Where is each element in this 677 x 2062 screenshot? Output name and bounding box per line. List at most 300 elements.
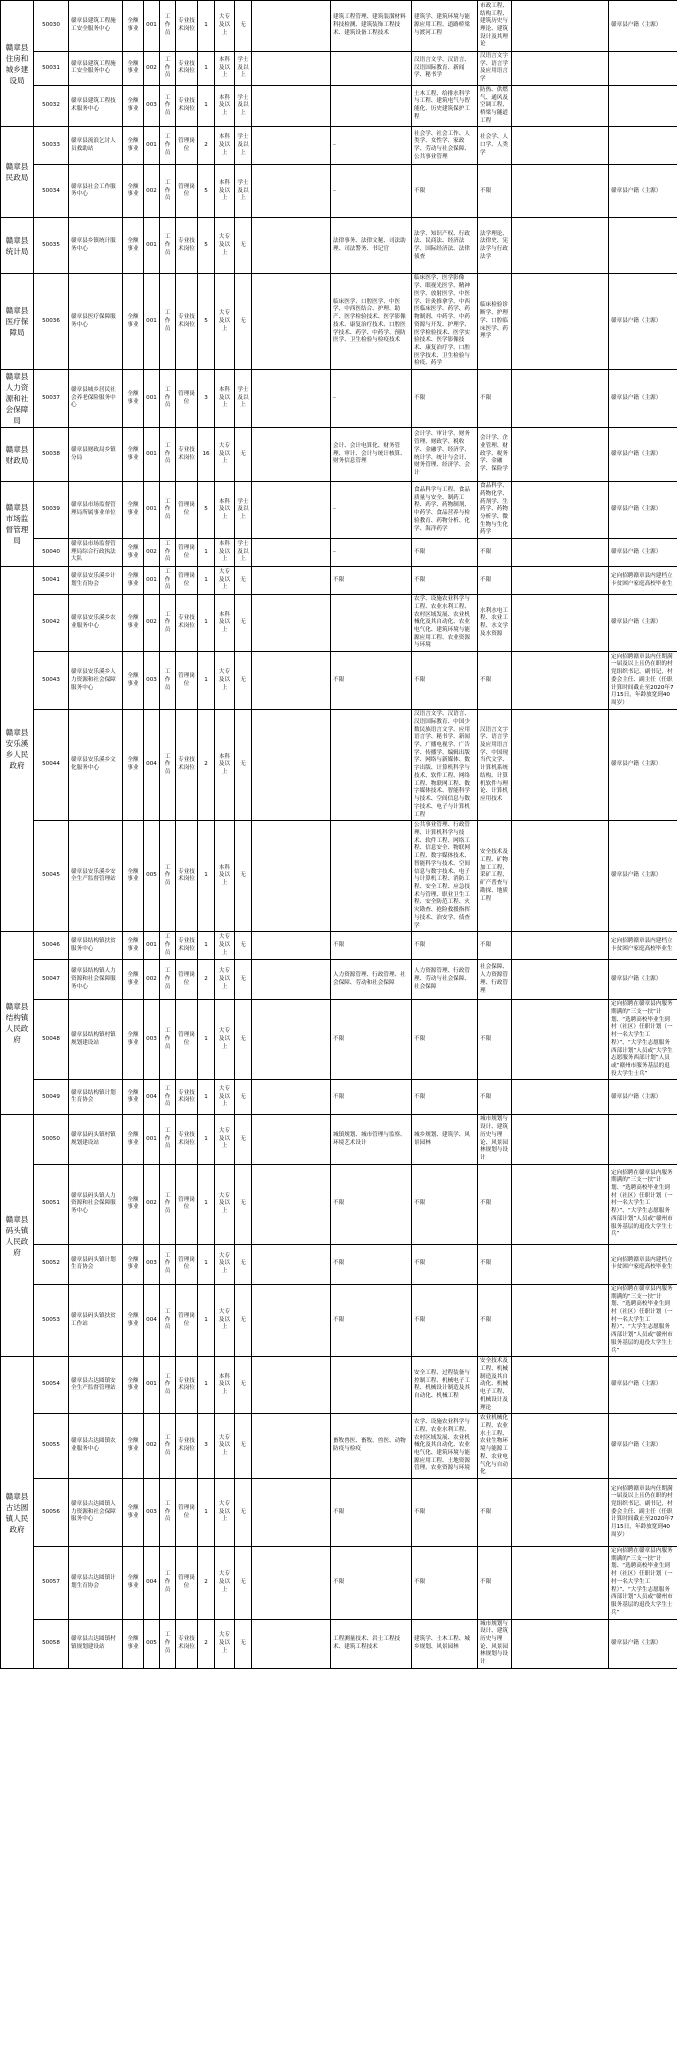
position-code-cell: 50054 (34, 1357, 69, 1414)
education-cell: 大专及以上 (215, 1244, 235, 1284)
post-code-cell: 002 (144, 960, 160, 1000)
funding-type-cell: 全额事业 (123, 595, 144, 652)
degree-cell: 无 (235, 1080, 252, 1115)
major-master-cell: 不限 (478, 1164, 512, 1244)
spacer-cell (512, 370, 609, 428)
employer-name-cell: 赣章县建筑工程施工安全服务中心 (69, 1, 123, 52)
post-name-cell: 工作员 (160, 932, 176, 960)
major-college-cell: 会计、会计电算化、财务管理、审计、会计与统计核算、财务信息管理 (331, 428, 412, 482)
other-requirements-cell: 赣章县户籍（主源） (609, 595, 677, 652)
post-code-cell: 003 (144, 1479, 160, 1547)
education-cell: 大专及以上 (215, 1547, 235, 1619)
post-code-cell: 005 (144, 821, 160, 932)
employer-name-cell: 赣章县古达圆镇人力资源和社会保障服务中心 (69, 1479, 123, 1547)
funding-type-cell: 全额事业 (123, 127, 144, 165)
degree-cell: 学士及以上 (235, 165, 252, 218)
hire-count-cell: 5 (198, 165, 215, 218)
spacer-cell (512, 960, 609, 1000)
hire-count-cell: 1 (198, 932, 215, 960)
other-requirements-cell: 定向招聘在赣章县内服务期满的“三支一扶”计划、“选聘高校毕业生到村（社区）任职计划（一村一名大学生工程）”、“大学生志愿服务西部计划”人员或“赣州市服务基层的退役大学生士兵” (609, 1547, 677, 1619)
table-row (1, 428, 677, 482)
major-master-cell: 安全技术及工程、矿物加工工程、采矿工程、矿产普查与勘探、地质工程 (478, 821, 512, 932)
education-cell: 本科及以上 (215, 539, 235, 567)
spacer-cell (252, 370, 331, 428)
major-master-cell: 不限 (478, 567, 512, 595)
degree-cell: 无 (235, 1479, 252, 1547)
table-row (1, 274, 677, 370)
spacer-cell (252, 428, 331, 482)
post-code-cell: 004 (144, 1547, 160, 1619)
table-row (1, 1244, 677, 1284)
major-master-cell: 城市规划与设计、建筑历史与理论、风景园林规划与设计 (478, 1619, 512, 1668)
spacer-cell (252, 1284, 331, 1356)
spacer-cell (252, 218, 331, 274)
spacer-cell (252, 595, 331, 652)
table-row (1, 482, 677, 539)
funding-type-cell: 全额事业 (123, 1619, 144, 1668)
major-college-cell: 工程测量技术、岩土工程技术、建筑工程技术 (331, 1619, 412, 1668)
table-row (1, 1080, 677, 1115)
major-bachelor-cell: 食品科学与工程、食品质量与安全、制药工程、药学、药物制剂、中药学、食品营养与检验教育、药物分析、化学、海洋药学 (412, 482, 478, 539)
degree-cell: 无 (235, 652, 252, 710)
degree-cell: 学士及以上 (235, 85, 252, 127)
post-code-cell: 001 (144, 127, 160, 165)
employer-name-cell: 赣章县安乐溪乡计划生育协会 (69, 567, 123, 595)
major-master-cell: 不限 (478, 1000, 512, 1080)
post-code-cell: 001 (144, 1, 160, 52)
other-requirements-cell (609, 52, 677, 86)
employer-name-cell: 赣章县市场监督管理局所属事业单位 (69, 482, 123, 539)
spacer-cell (512, 52, 609, 86)
spacer-cell (512, 1080, 609, 1115)
other-requirements-cell: 赣章县户籍（主源） (609, 165, 677, 218)
degree-cell: 无 (235, 1115, 252, 1164)
funding-type-cell: 全额事业 (123, 1479, 144, 1547)
table-row (1, 652, 677, 710)
position-code-cell: 50058 (34, 1619, 69, 1668)
major-bachelor-cell: 城乡规划、建筑学、风景园林 (412, 1115, 478, 1164)
other-requirements-cell: 定向招聘在赣章县内服务期满的“三支一扶”计划、“选聘高校毕业生到村（社区）任职计划（一村一名大学生工程）”、“大学生志愿服务西部计划”人员或“赣州市服务基层的退役大学生士兵” (609, 1164, 677, 1244)
spacer-cell (252, 652, 331, 710)
other-requirements-cell: 赣章县户籍（主源） (609, 1, 677, 52)
spacer-cell (252, 932, 331, 960)
other-requirements-cell: 定向招聘赣章县内建档立卡贫困户家庭高校毕业生 (609, 932, 677, 960)
spacer-cell (512, 1164, 609, 1244)
spacer-cell (252, 165, 331, 218)
table-row (1, 1357, 677, 1414)
major-bachelor-cell: 不限 (412, 567, 478, 595)
hire-count-cell: 1 (198, 85, 215, 127)
major-bachelor-cell: 不限 (412, 1244, 478, 1284)
table-body (1, 1, 677, 1669)
position-code-cell: 50042 (34, 595, 69, 652)
employer-name-cell: 赣章县安乐溪乡人力资源和社会保障服务中心 (69, 652, 123, 710)
funding-type-cell: 全额事业 (123, 567, 144, 595)
education-cell: 大专及以上 (215, 1414, 235, 1479)
post-name-cell: 工作员 (160, 652, 176, 710)
hire-count-cell: 1 (198, 1284, 215, 1356)
employer-name-cell: 赣章县古达圆镇农业服务中心 (69, 1414, 123, 1479)
post-name-cell: 工作员 (160, 710, 176, 821)
major-college-cell (331, 595, 412, 652)
employer-name-cell: 赣章县社会工作服务中心 (69, 165, 123, 218)
education-cell: 本科及以上 (215, 127, 235, 165)
post-code-cell: 003 (144, 652, 160, 710)
funding-type-cell: 全额事业 (123, 1, 144, 52)
major-college-cell: – (331, 370, 412, 428)
funding-type-cell: 全额事业 (123, 1414, 144, 1479)
spacer-cell (512, 1547, 609, 1619)
major-bachelor-cell: 临床医学、医学影像学、眼视光医学、精神医学、放射医学、中医学、针灸推拿学、中西医临床医学、药学、药物制剂、中药学、中药资源与开发、护理学、医学检验技术、医学实验技术、医学影像技术、康复治疗学、口腔医学技术、卫生检验与检疫、药学 (412, 274, 478, 370)
major-bachelor-cell: 不限 (412, 1080, 478, 1115)
post-type-cell: 管理岗位 (176, 567, 198, 595)
major-college-cell: 不限 (331, 1479, 412, 1547)
degree-cell: 学士及以上 (235, 370, 252, 428)
other-requirements-cell: 定向招聘在赣章县内服务期满的“三支一扶”计划、“选聘高校毕业生到村（社区）任职计划（一村一名大学生工程）”、“大学生志愿服务西部计划”人员或“赣州市服务基层的退役大学生士兵” (609, 1284, 677, 1356)
post-name-cell: 工作员 (160, 52, 176, 86)
education-cell: 大专及以上 (215, 428, 235, 482)
hire-count-cell: 3 (198, 370, 215, 428)
major-bachelor-cell: 法学、知识产权、行政法、民商法、经济法学、国际经济法、法律侦查 (412, 218, 478, 274)
spacer-cell (252, 1619, 331, 1668)
spacer-cell (512, 567, 609, 595)
table-row (1, 710, 677, 821)
hire-count-cell: 2 (198, 960, 215, 1000)
table-row (1, 1164, 677, 1244)
major-master-cell: 食品科学、药物化学、药剂学、生药学、药物分析学、微生物与生化药学 (478, 482, 512, 539)
spacer-cell (252, 539, 331, 567)
spacer-cell (512, 710, 609, 821)
other-requirements-cell: 赣章县户籍（主源） (609, 1619, 677, 1668)
funding-type-cell: 全额事业 (123, 710, 144, 821)
unit-name-cell: 赣章县民政局 (1, 127, 34, 218)
major-bachelor-cell: 汉语言文学、汉语言、汉语国际教育、中国少数民族语言文学、应用语言学、秘书学、新闻学、广播电视学、广告学、传播学、编辑出版学、网络与新媒体、数字出版、计算机科学与技术、软件工程、网络工程、物联网工程、数字媒体技术、智能科学与技术、空间信息与数字技术、电子与计算机工程 (412, 710, 478, 821)
major-bachelor-cell: 建筑学、建筑环境与能源应用工程、道路桥梁与渡河工程 (412, 1, 478, 52)
position-code-cell: 50040 (34, 539, 69, 567)
unit-name-cell: 赣章县结构镇人民政府 (1, 932, 34, 1115)
major-college-cell (331, 52, 412, 86)
education-cell: 本科及以上 (215, 1357, 235, 1414)
education-cell: 大专及以上 (215, 1080, 235, 1115)
degree-cell: 无 (235, 1284, 252, 1356)
post-code-cell: 003 (144, 1000, 160, 1080)
other-requirements-cell: 赣章县户籍（主源） (609, 1080, 677, 1115)
hire-count-cell: 1 (198, 1164, 215, 1244)
employer-name-cell: 赣章县建筑工程施工安全服务中心 (69, 52, 123, 86)
major-college-cell: 不限 (331, 1284, 412, 1356)
degree-cell: 无 (235, 1000, 252, 1080)
degree-cell: 无 (235, 1, 252, 52)
employer-name-cell: 赣章县结构镇人力资源和社会保障服务中心 (69, 960, 123, 1000)
degree-cell: 无 (235, 932, 252, 960)
position-code-cell: 50043 (34, 652, 69, 710)
post-type-cell: 专业技术岗位 (176, 821, 198, 932)
education-cell: 大专及以上 (215, 1115, 235, 1164)
position-code-cell: 50053 (34, 1284, 69, 1356)
major-bachelor-cell: 公共事业管理、行政管理、计算机科学与技术、软件工程、网络工程、信息安全、物联网工程、数字媒体技术、智能科学与技术、空间信息与数字技术、电子与计算机工程、消防工程、安全工程、应急技术与管理、职业卫生工程、安全防范工程、火灾勘查、抢险救援指挥与技术、治安学、侦查学 (412, 821, 478, 932)
post-type-cell: 管理岗位 (176, 1284, 198, 1356)
post-type-cell: 专业技术岗位 (176, 710, 198, 821)
table-row (1, 218, 677, 274)
hire-count-cell: 16 (198, 428, 215, 482)
post-name-cell: 工作员 (160, 85, 176, 127)
education-cell: 大专及以上 (215, 1, 235, 52)
education-cell: 本科及以上 (215, 482, 235, 539)
post-code-cell: 002 (144, 52, 160, 86)
major-bachelor-cell: 农学、设施农业科学与工程、农业水利工程、农村区域发展、农业机械化及其自动化、农业电气化、建筑环境与能源应用工程、土地资源管理、农业资源与环境 (412, 1414, 478, 1479)
spacer-cell (512, 1244, 609, 1284)
spacer-cell (252, 1115, 331, 1164)
education-cell: 本科及以上 (215, 595, 235, 652)
spacer-cell (252, 1080, 331, 1115)
post-code-cell: 001 (144, 1115, 160, 1164)
spacer-cell (252, 52, 331, 86)
employer-name-cell: 赣章县结构镇扶贫服务中心 (69, 932, 123, 960)
post-type-cell: 管理岗位 (176, 127, 198, 165)
table-row (1, 1, 677, 52)
spacer-cell (252, 1000, 331, 1080)
other-requirements-cell: 赣章县户籍（主源） (609, 1414, 677, 1479)
employer-name-cell: 赣章县市场监督管理局综合行政执法大队 (69, 539, 123, 567)
employer-name-cell: 赣章县城乡居民社会养老保险服务中心 (69, 370, 123, 428)
post-name-cell: 工作员 (160, 1244, 176, 1284)
major-college-cell: 城镇规划、城市管理与监察、环境艺术设计 (331, 1115, 412, 1164)
spacer-cell (512, 932, 609, 960)
major-bachelor-cell: 不限 (412, 652, 478, 710)
major-master-cell: 水利水电工程、农业工程、水文学及水资源 (478, 595, 512, 652)
funding-type-cell: 全额事业 (123, 1164, 144, 1244)
table-row (1, 165, 677, 218)
major-bachelor-cell: 会计学、审计学、财务管理、财政学、税收学、金融学、经济学、统计学、统计与会计、财务管理、经济学、会计 (412, 428, 478, 482)
post-name-cell: 工作员 (160, 274, 176, 370)
major-college-cell (331, 85, 412, 127)
education-cell: 本科及以上 (215, 821, 235, 932)
funding-type-cell: 全额事业 (123, 932, 144, 960)
table-row (1, 539, 677, 567)
major-college-cell: 不限 (331, 1547, 412, 1619)
major-college-cell: – (331, 539, 412, 567)
degree-cell: 无 (235, 1619, 252, 1668)
position-code-cell: 50047 (34, 960, 69, 1000)
funding-type-cell: 全额事业 (123, 960, 144, 1000)
other-requirements-cell: 赣章县户籍（主源） (609, 539, 677, 567)
major-master-cell: 不限 (478, 932, 512, 960)
post-name-cell: 工作员 (160, 1547, 176, 1619)
employer-name-cell: 赣章县安乐溪乡安全生产监督管理站 (69, 821, 123, 932)
major-college-cell (331, 710, 412, 821)
post-code-cell: 001 (144, 274, 160, 370)
position-code-cell: 50037 (34, 370, 69, 428)
major-master-cell: 不限 (478, 1080, 512, 1115)
employer-name-cell: 赣章县安乐溪乡文化服务中心 (69, 710, 123, 821)
hire-count-cell: 1 (198, 652, 215, 710)
degree-cell: 无 (235, 960, 252, 1000)
spacer-cell (252, 1164, 331, 1244)
hire-count-cell: 1 (198, 539, 215, 567)
major-bachelor-cell: 人力资源管理、行政管理、劳动与社会保障、社会保障 (412, 960, 478, 1000)
post-type-cell: 专业技术岗位 (176, 52, 198, 86)
unit-name-cell: 赣章县住房和城乡建设局 (1, 1, 34, 127)
spacer-cell (512, 218, 609, 274)
education-cell: 大专及以上 (215, 932, 235, 960)
major-bachelor-cell: 不限 (412, 165, 478, 218)
employer-name-cell: 赣章县古达圆镇村镇规划建设站 (69, 1619, 123, 1668)
education-cell: 大专及以上 (215, 652, 235, 710)
employer-name-cell: 赣章县安乐溪乡农业服务中心 (69, 595, 123, 652)
hire-count-cell: 1 (198, 1080, 215, 1115)
degree-cell: 无 (235, 821, 252, 932)
other-requirements-cell: 定向招聘在赣章县内服务期满的“三支一扶”计划、“选聘高校毕业生到村（社区）任职计划（一村一名大学生工程）”、“大学生志愿服务西部计划”人员或“大学生志愿服务西部计划”人员或“赣州市服务基层的退役大学生士兵” (609, 1000, 677, 1080)
major-master-cell: 临床检验诊断学、护理学、口腔临床医学、药理学 (478, 274, 512, 370)
position-code-cell: 50052 (34, 1244, 69, 1284)
post-code-cell: 002 (144, 1414, 160, 1479)
other-requirements-cell (609, 85, 677, 127)
education-cell: 本科及以上 (215, 710, 235, 821)
spacer-cell (512, 821, 609, 932)
position-code-cell: 50032 (34, 85, 69, 127)
spacer-cell (512, 539, 609, 567)
major-master-cell: 防热、供燃气、通风及空调工程、桥梁与隧道工程 (478, 85, 512, 127)
post-type-cell: 管理岗位 (176, 1547, 198, 1619)
post-type-cell: 管理岗位 (176, 1164, 198, 1244)
hire-count-cell: 2 (198, 1619, 215, 1668)
hire-count-cell: 1 (198, 1115, 215, 1164)
position-code-cell: 50050 (34, 1115, 69, 1164)
spacer-cell (252, 1414, 331, 1479)
degree-cell: 学士及以上 (235, 127, 252, 165)
post-name-cell: 工作员 (160, 1619, 176, 1668)
funding-type-cell: 全额事业 (123, 165, 144, 218)
spacer-cell (512, 595, 609, 652)
spacer-cell (252, 821, 331, 932)
major-master-cell: 社会保障、人力资源管理、行政管理 (478, 960, 512, 1000)
other-requirements-cell: 赣章县户籍（主源） (609, 428, 677, 482)
hire-count-cell: 1 (198, 821, 215, 932)
major-bachelor-cell: 不限 (412, 932, 478, 960)
funding-type-cell: 全额事业 (123, 652, 144, 710)
employer-name-cell: 赣章县码头镇计划生育协会 (69, 1244, 123, 1284)
spacer-cell (512, 127, 609, 165)
post-type-cell: 专业技术岗位 (176, 428, 198, 482)
employer-name-cell: 赣章县流浪乞讨人员救助站 (69, 127, 123, 165)
post-name-cell: 工作员 (160, 482, 176, 539)
degree-cell: 无 (235, 274, 252, 370)
hire-count-cell: 1 (198, 52, 215, 86)
other-requirements-cell: 赣章县户籍（主源） (609, 710, 677, 821)
funding-type-cell: 全额事业 (123, 1080, 144, 1115)
employer-name-cell: 赣章县码头镇村镇规划建设站 (69, 1115, 123, 1164)
major-master-cell: 不限 (478, 1284, 512, 1356)
major-master-cell: 城市规划与设计、建筑历史与理论、风景园林规划与设计 (478, 1115, 512, 1164)
funding-type-cell: 全额事业 (123, 274, 144, 370)
unit-name-cell: 赣章县财政局 (1, 428, 34, 482)
post-name-cell: 工作员 (160, 821, 176, 932)
post-type-cell: 管理岗位 (176, 165, 198, 218)
major-college-cell: 建筑工程管理、建筑装潢材料科技检测、建筑装饰工程技术、建筑设备工程技术 (331, 1, 412, 52)
post-type-cell: 专业技术岗位 (176, 1414, 198, 1479)
post-code-cell: 001 (144, 482, 160, 539)
major-bachelor-cell: 不限 (412, 1547, 478, 1619)
funding-type-cell: 全额事业 (123, 539, 144, 567)
table-row (1, 85, 677, 127)
post-type-cell: 专业技术岗位 (176, 932, 198, 960)
major-bachelor-cell: 土木工程、给排水科学与工程、建筑电气与智能化、历史建筑保护工程 (412, 85, 478, 127)
position-code-cell: 50041 (34, 567, 69, 595)
unit-name-cell: 赣章县安乐溪乡人民政府 (1, 567, 34, 932)
major-bachelor-cell: 汉语言文学、汉语言、汉语国际教育、新闻学、秘书学 (412, 52, 478, 86)
other-requirements-cell: 定向招聘赣章县内建档立卡贫困户家庭高校毕业生 (609, 567, 677, 595)
position-code-cell: 50036 (34, 274, 69, 370)
table-row (1, 821, 677, 932)
education-cell: 大专及以上 (215, 1619, 235, 1668)
major-college-cell: 不限 (331, 567, 412, 595)
post-name-cell: 工作员 (160, 1357, 176, 1414)
post-code-cell: 004 (144, 1080, 160, 1115)
spacer-cell (512, 165, 609, 218)
hire-count-cell: 2 (198, 127, 215, 165)
education-cell: 本科及以上 (215, 370, 235, 428)
post-name-cell: 工作员 (160, 218, 176, 274)
spacer-cell (252, 567, 331, 595)
table-row (1, 932, 677, 960)
education-cell: 大专及以上 (215, 960, 235, 1000)
post-code-cell: 002 (144, 1164, 160, 1244)
hire-count-cell: 5 (198, 218, 215, 274)
spacer-cell (252, 274, 331, 370)
post-type-cell: 管理岗位 (176, 482, 198, 539)
major-college-cell: 不限 (331, 1080, 412, 1115)
funding-type-cell: 全额事业 (123, 1357, 144, 1414)
post-type-cell: 管理岗位 (176, 1000, 198, 1080)
unit-name-cell: 赣章县医疗保障局 (1, 274, 34, 370)
major-college-cell: 不限 (331, 1000, 412, 1080)
major-college-cell: 法律事务、法律文秘、司法助理、司法警务、书记官 (331, 218, 412, 274)
hire-count-cell: 1 (198, 1000, 215, 1080)
table-row (1, 1479, 677, 1547)
spacer-cell (252, 482, 331, 539)
education-cell: 大专及以上 (215, 274, 235, 370)
major-master-cell: 不限 (478, 539, 512, 567)
spacer-cell (512, 1115, 609, 1164)
post-code-cell: 003 (144, 85, 160, 127)
post-code-cell: 002 (144, 539, 160, 567)
spacer-cell (512, 1619, 609, 1668)
position-code-cell: 50048 (34, 1000, 69, 1080)
post-name-cell: 工作员 (160, 595, 176, 652)
spacer-cell (252, 127, 331, 165)
post-type-cell: 管理岗位 (176, 1479, 198, 1547)
hire-count-cell: 2 (198, 710, 215, 821)
hire-count-cell: 5 (198, 482, 215, 539)
education-cell: 大专及以上 (215, 1164, 235, 1244)
other-requirements-cell (609, 1115, 677, 1164)
other-requirements-cell: 赣章县户籍（主源） (609, 370, 677, 428)
degree-cell: 无 (235, 428, 252, 482)
spacer-cell (252, 1244, 331, 1284)
table-row (1, 1284, 677, 1356)
other-requirements-cell: 赣章县户籍（主源） (609, 482, 677, 539)
education-cell: 大专及以上 (215, 1479, 235, 1547)
post-code-cell: 001 (144, 567, 160, 595)
major-bachelor-cell: 农学、设施农业科学与工程、农业水利工程、农村区域发展、农业机械化及其自动化、农业电气化、建筑环境与能源应用工程、农业资源与环境 (412, 595, 478, 652)
major-master-cell: 会计学、企业管理、财政学、税务学、金融学、保险学 (478, 428, 512, 482)
employer-name-cell: 赣章县财政局乡镇分局 (69, 428, 123, 482)
major-college-cell: 不限 (331, 1244, 412, 1284)
post-type-cell: 专业技术岗位 (176, 85, 198, 127)
other-requirements-cell (609, 218, 677, 274)
degree-cell: 无 (235, 1164, 252, 1244)
unit-name-cell: 赣章县码头镇人民政府 (1, 1115, 34, 1357)
